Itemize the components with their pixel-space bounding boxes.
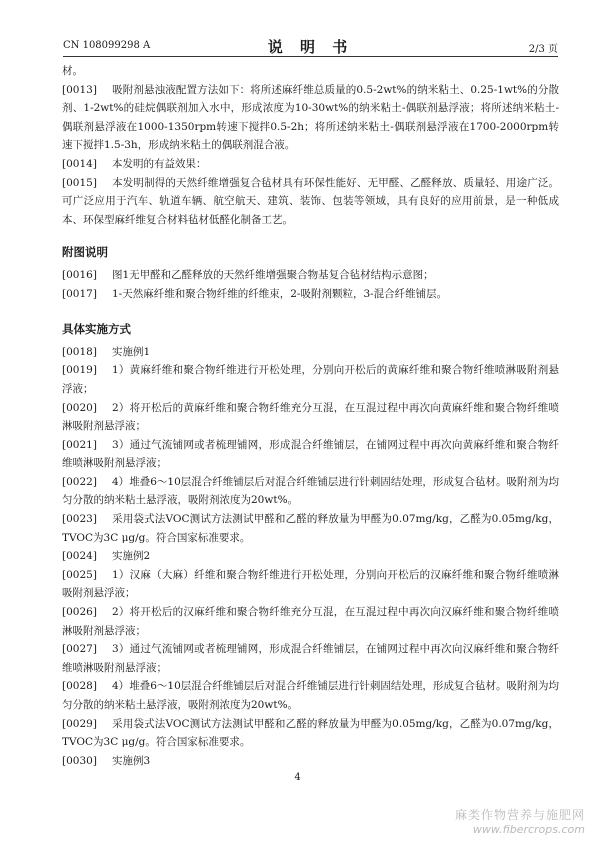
section-heading-drawings: 附图说明: [62, 245, 108, 260]
paragraph-number: [0030]: [62, 754, 97, 767]
paragraph-group-benefits: [62, 81, 559, 230]
paragraph-text: 采用袋式法VOC测试方法测试甲醛和乙醛的释放量为甲醛为0.07mg/kg，乙醛为0.05mg/kg，TVOC为3C μg/g。符合国家标准要求。: [62, 513, 559, 544]
paragraph: [62, 752, 559, 771]
paragraph-text: 实施例3: [112, 754, 151, 767]
paragraph: [62, 155, 559, 174]
paragraph-text: 采用袋式法VOC测试方法测试甲醛和乙醛的释放量为甲醛为0.05mg/kg，乙醛为0.07mg/kg，TVOC为3C μg/g。符合国家标准要求。: [62, 717, 559, 749]
paragraph-number: [0017]: [62, 287, 97, 300]
paragraph-text: 1）汉麻（大麻）纤维和聚合物纤维进行开松处理，分别向开松后的汉麻纤维和聚合物纤维喷淋吸附剂悬浮液；: [62, 568, 559, 600]
paragraph-text: 图1无甲醛和乙醛释放的天然纤维增强聚合物基复合毡材结构示意图；: [112, 268, 434, 281]
paragraph-group-embodiments: [62, 343, 559, 771]
paragraph-number: [0027]: [62, 643, 97, 656]
paragraph-text: 2）将开松后的汉麻纤维和聚合物纤维充分互混，在互混过程中再次向汉麻纤维和聚合物纤维喷淋吸附剂悬浮液；: [62, 606, 559, 637]
paragraph-number: [0024]: [62, 550, 97, 563]
paragraph-text: 4）堆叠6～10层混合纤维铺层后对混合纤维铺层进行针刺固结处理，形成复合毡材。吸附剂为均匀分散的纳米粘土悬浮液，吸附剂浓度为20wt%。: [62, 475, 559, 507]
page-number: 4: [294, 772, 301, 783]
page-header: [63, 38, 558, 57]
paragraph: [62, 510, 559, 547]
paragraph: [62, 715, 559, 752]
paragraph-number: [0016]: [62, 268, 97, 281]
section-heading-embodiments: 具体实施方式: [62, 322, 131, 337]
paragraph: [62, 399, 559, 436]
paragraph-text: 吸附剂悬浊液配置方法如下：将所述麻纤维总质量的0.5-2wt%的纳米粘土、0.25-1wt%的分散剂、1-2wt%的硅烷偶联剂加入水中，形成浓度为10-30wt%的纳米粘土-偶联剂悬浮液；将所述纳米粘土-偶联剂悬浮液在1000-1350rpm转速下搅拌0.5-2h；将所述纳米粘土-偶联剂悬浮液在1700-2000rpm转速下搅拌1.5-3h，形成纳米粘土的偶联剂混合液。: [62, 83, 559, 152]
document-body: [62, 62, 559, 770]
paragraph-number: [0026]: [62, 606, 97, 619]
paragraph: [62, 266, 559, 285]
paragraph-number: [0025]: [62, 568, 97, 581]
document-title: 说 明 书: [267, 38, 354, 56]
paragraph-text: 4）堆叠6～10层混合纤维铺层后对混合纤维铺层进行针刺固结处理，形成复合毡材。吸附剂为均匀分散的纳米粘土悬浮液，吸附剂浓度为20wt%。: [62, 680, 559, 711]
paragraph-group-drawings: [62, 266, 559, 303]
paragraph-number: [0029]: [62, 717, 97, 730]
paragraph: [62, 547, 559, 566]
paragraph-number: [0023]: [62, 513, 97, 526]
paragraph-number: [0013]: [62, 83, 97, 96]
paragraph-number: [0015]: [62, 176, 97, 189]
page-indicator: 2/3 页: [528, 44, 558, 55]
paragraph: [62, 361, 559, 398]
watermark: [455, 806, 585, 836]
paragraph-text: 3）通过气流铺网或者梳理铺网，形成混合纤维铺层，在铺网过程中再次向黄麻纤维和聚合物纤维喷淋吸附剂悬浮液；: [62, 438, 559, 470]
paragraph-number: [0020]: [62, 401, 97, 414]
paragraph: [62, 174, 559, 230]
paragraph: [62, 640, 559, 677]
paragraph-number: [0028]: [62, 680, 97, 693]
patent-number: CN 108099298 A: [63, 40, 151, 51]
watermark-site-name: 麻类作物营养与施肥网: [454, 808, 585, 822]
paragraph-text: 3）通过气流铺网或者梳理铺网，形成混合纤维铺层，在铺网过程中再次向汉麻纤维和聚合物纤维喷淋吸附剂悬浮液；: [62, 643, 559, 674]
paragraph-number: [0019]: [62, 364, 97, 377]
paragraph-text: 本发明的有益效果：: [112, 157, 207, 170]
paragraph-number: [0022]: [62, 475, 97, 488]
paragraph-text: 1）黄麻纤维和聚合物纤维进行开松处理，分别向开松后的黄麻纤维和聚合物纤维喷淋吸附剂悬浮液；: [62, 364, 559, 395]
paragraph-text: 实施例1: [112, 345, 151, 358]
paragraph: [62, 285, 559, 304]
watermark-url: www.fibercrops.com: [472, 823, 585, 836]
paragraph-text: 本发明制得的天然纤维增强复合毡材具有环保性能好、无甲醛、乙醛释放、质量轻、用途广泛。可广泛应用于汽车、轨道车辆、航空航天、建筑、装饰、包装等领域，具有良好的应用前景，是一种低成本、环保型麻纤维复合材料毡材低醛化制备工艺。: [62, 176, 559, 226]
paragraph-number: [0014]: [62, 157, 97, 170]
paragraph-text: 2）将开松后的黄麻纤维和聚合物纤维充分互混，在互混过程中再次向黄麻纤维和聚合物纤维喷淋吸附剂悬浮液；: [62, 401, 559, 433]
paragraph-text: 1-天然麻纤维和聚合物纤维的纤维束，2-吸附剂颗粒，3-混合纤维铺层。: [112, 287, 448, 300]
paragraph: [62, 473, 559, 510]
paragraph: [62, 566, 559, 603]
paragraph: [62, 81, 559, 155]
paragraph: [62, 603, 559, 640]
carry-over-line: 材。: [62, 65, 83, 77]
paragraph-number: [0021]: [62, 438, 97, 451]
paragraph: [62, 677, 559, 714]
paragraph-text: 实施例2: [112, 550, 151, 563]
paragraph: [62, 436, 559, 473]
paragraph: [62, 343, 559, 362]
paragraph-number: [0018]: [62, 345, 97, 358]
